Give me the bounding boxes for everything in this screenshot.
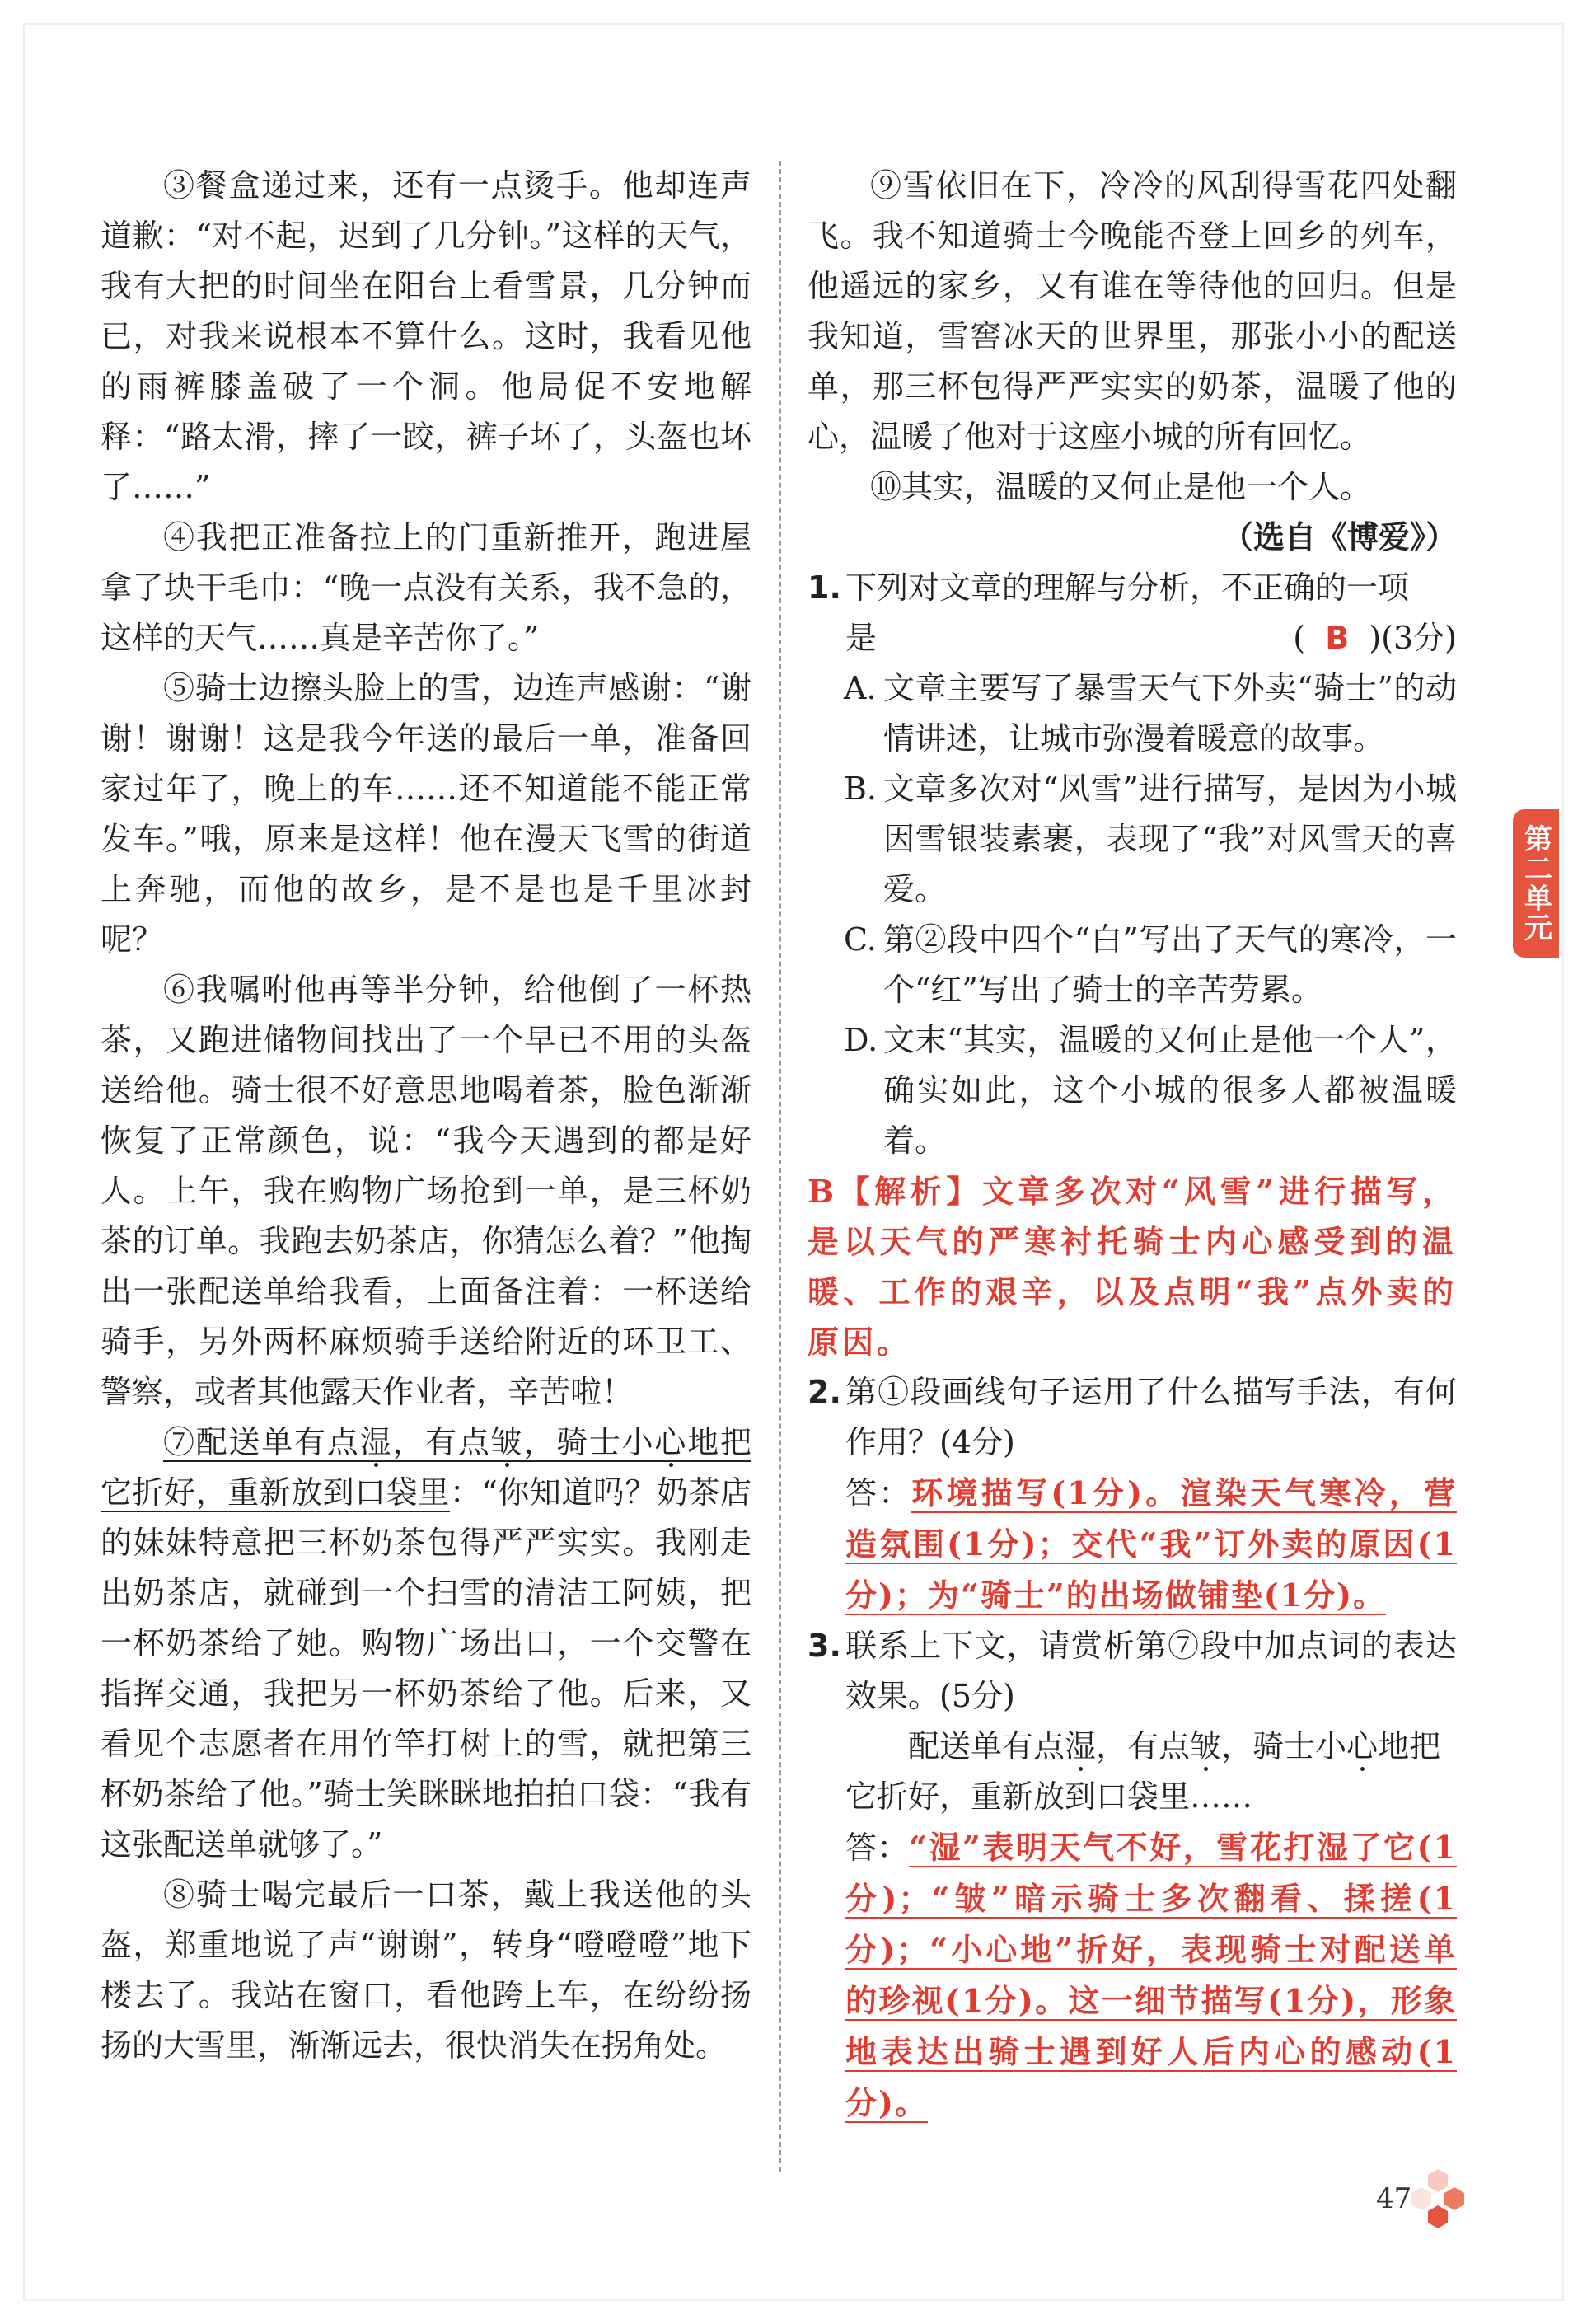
answer-text: 环境描写(1分)。渲染天气寒冷，营造氛围(1分)；交代“我”订外卖的原因(1分)；为“骑士”的出场做铺垫(1分)。 <box>845 1474 1457 1614</box>
answer-q3 <box>808 1822 1457 2129</box>
text-span: 把它折好，重新放到口袋里 <box>101 1424 751 1511</box>
question-number: 3. <box>808 1628 841 1664</box>
option-b <box>808 764 1457 915</box>
option-label: C. <box>844 921 877 958</box>
answer-text: “湿”表明天气不好，雪花打湿了它(1分)；“皱”暗示骑士多次翻看、揉搓(1分)；“小心地”折好，表现骑士对配送单的珍视(1分)。这一细节描写(1分)，形象地表达出骑士遇到好人后内心的感动(1分)。 <box>845 1829 1457 2121</box>
question-number: 2. <box>808 1374 841 1410</box>
column-divider <box>779 161 781 2172</box>
question-stem: 第①段画线句子运用了什么描写手法，有何作用？(4分) <box>845 1374 1457 1460</box>
option-label: A. <box>844 670 877 706</box>
paragraph-9: ⑨雪依旧在下，冷冷的风刮得雪花四处翻飞。我不知道骑士今晚能否登上回乡的列车，他遥远的家乡，又有谁在等待他的回归。但是我知道，雪窖冰天的世界里，那张小小的配送单，那三杯包得严严实实的奶茶，温暖了他的心，温暖了他对于这座小城的所有回忆。 <box>808 167 1457 455</box>
text-span: ，骑士 <box>523 1424 622 1460</box>
dotted-word: 湿 <box>1065 1728 1097 1764</box>
option-label: B. <box>844 771 878 807</box>
text-span: ⑦配送单有点 <box>163 1424 360 1460</box>
paragraph-6: ⑥我嘱咐他再等半分钟，给他倒了一杯热茶，又跑进储物间找出了一个早已不用的头盔送给他。骑士很不好意思地喝着茶，脸色渐渐恢复了正常颜色，说：“我今天遇到的都是好人。上午，我在购物广场抢到一单，是三杯奶茶的订单。我跑去奶茶店，你猜怎么着？”他掏出一张配送单给我看，上面备注着：一杯送给骑手，另外两杯麻烦骑手送给附近的环卫工、警察，或者其他露天作业者，辛苦啦！ <box>101 972 751 1410</box>
question-number: 1. <box>808 569 841 606</box>
option-d <box>808 1015 1457 1166</box>
text-span: ：“你知道吗？奶茶店的妹妹特意把三杯奶茶包得严严实实。我刚走出奶茶店，就碰到一个扫雪的清洁工阿姨，把一杯奶茶给了她。购物广场出口，一个交警在指挥交通，我把另一杯奶茶给了他。后来，又看见个志愿者在用竹竿打树上的雪，就把第三杯奶茶给了他。”骑士笑眯眯地拍拍口袋：“我有这张配送单就够了。” <box>101 1474 751 1862</box>
option-text: 文章多次对“风雪”进行描写，是因为小城因雪银装素裹，表现了“我”对风雪天的喜爱。 <box>883 771 1457 907</box>
dotted-word: 小心地 <box>621 1424 720 1460</box>
dotted-word: 湿 <box>359 1424 393 1460</box>
paragraph-4: ④我把正准备拉上的门重新推开，跑进屋拿了块干毛巾：“晚一点没有关系，我不急的，这样的天气……真是辛苦你了。” <box>101 519 751 656</box>
text-span: 配送单有点 <box>908 1728 1065 1764</box>
hexagon-decoration-icon <box>1405 2167 1471 2242</box>
answer-q2 <box>808 1468 1457 1621</box>
paragraph-5: ⑤骑士边擦头脸上的雪，边连声感谢：“谢谢！谢谢！这是我今年送的最后一单，准备回家过年了，晚上的车……还不知道能不能正常发车。”哦，原来是这样！他在漫天飞雪的街道上奔驰，而他的故乡，是不是也是千里冰封呢？ <box>101 670 751 958</box>
paragraph-8: ⑧骑士喝完最后一口茶，戴上我送他的头盔，郑重地说了声“谢谢”，转身“噔噔噔”地下楼去了。我站在窗口，看他跨上车，在纷纷扬扬的大雪里，渐渐远去，很快消失在拐角处。 <box>101 1877 751 2064</box>
paragraph-3: ③餐盒递过来，还有一点烫手。他却连声道歉：“对不起，迟到了几分钟。”这样的天气，我有大把的时间坐在阳台上看雪景，几分钟而已，对我来说根本不算什么。这时，我看见他的雨裤膝盖破了一个洞。他局促不安地解释：“路太滑，摔了一跤，裤子坏了，头盔也坏了……” <box>101 167 751 505</box>
paren: ( <box>1293 620 1306 656</box>
answer-prefix: 答： <box>845 1475 912 1511</box>
answer-slot <box>1293 613 1457 663</box>
option-text: 文章主要写了暴雪天气下外卖“骑士”的动情讲述，让城市弥漫着暖意的故事。 <box>883 670 1457 757</box>
stem-end: 是 <box>845 620 878 656</box>
question-2 <box>808 1367 1457 1468</box>
page-number: 47 <box>1376 2182 1412 2215</box>
right-column <box>808 161 1457 2129</box>
question-stem: 联系上下文，请赏析第⑦段中加点词的表达效果。(5分) <box>845 1628 1457 1714</box>
dotted-word: 皱 <box>490 1424 524 1460</box>
dotted-word: 皱 <box>1190 1728 1222 1764</box>
question-stem-line2 <box>845 613 1457 663</box>
question-3 <box>808 1621 1457 1722</box>
paren-score: )(3分) <box>1369 620 1457 656</box>
text-span: ，有点 <box>392 1424 491 1460</box>
answer-prefix: 答： <box>845 1830 910 1866</box>
option-label: D. <box>844 1022 878 1058</box>
text-span: ，骑士 <box>1221 1728 1316 1764</box>
quoted-passage <box>808 1722 1457 1822</box>
question-stem: 下列对文章的理解与分析，不正确的一项 <box>845 569 1410 606</box>
unit-tab: 第二单元 <box>1513 809 1559 958</box>
text-span: 把它折好，重新放到口袋里…… <box>845 1728 1441 1815</box>
left-column <box>101 161 751 2071</box>
option-text: 第②段中四个“白”写出了天气的寒冷，一个“红”写出了骑士的辛苦劳累。 <box>883 921 1457 1008</box>
option-c <box>808 915 1457 1015</box>
question-1 <box>808 563 1457 663</box>
analysis-q1: B【解析】文章多次对“风雪”进行描写，是以天气的严寒衬托骑士内心感受到的温暖、工作的艰辛，以及点明“我”点外卖的原因。 <box>808 1173 1457 1361</box>
answer-letter: B <box>1325 620 1350 656</box>
text-span: ，有点 <box>1096 1728 1191 1764</box>
option-a <box>808 663 1457 764</box>
options-list <box>808 663 1457 1166</box>
dotted-word: 小心地 <box>1315 1728 1410 1764</box>
paragraph-7 <box>101 1417 751 1870</box>
source-citation: （选自《博爱》） <box>1221 519 1457 555</box>
paragraph-10: ⑩其实，温暖的又何止是他一个人。 <box>870 469 1372 505</box>
option-text: 文末“其实，温暖的又何止是他一个人”，确实如此，这个小城的很多人都被温暖着。 <box>883 1022 1457 1159</box>
